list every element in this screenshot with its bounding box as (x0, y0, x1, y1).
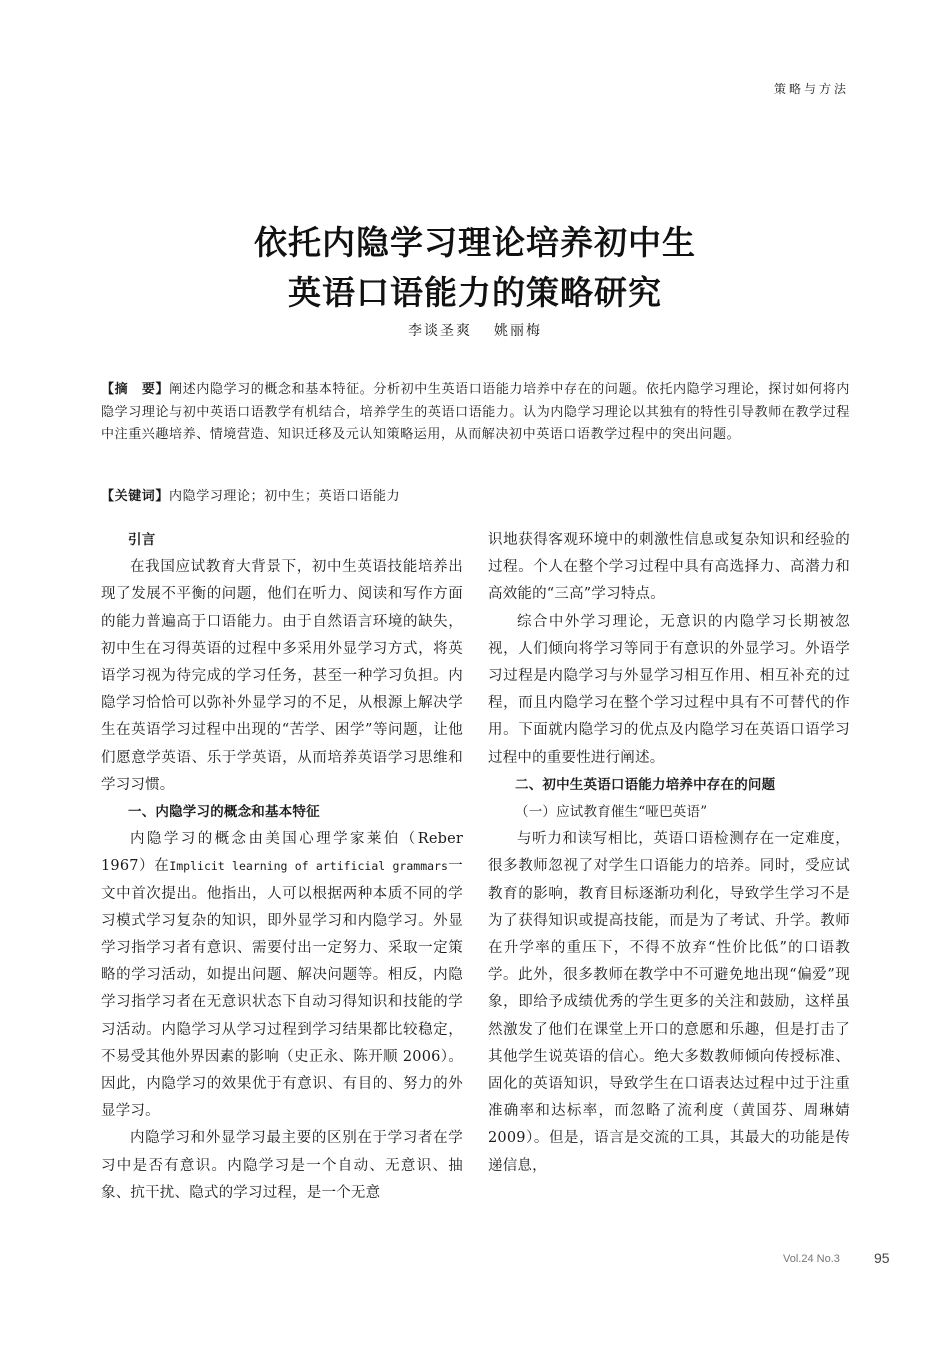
left-column (101, 527, 463, 1207)
abstract (101, 379, 850, 447)
keywords-label: 【关键词】 (101, 489, 170, 504)
section-2-heading: 二、初中生英语口语能力培养中存在的问题 (515, 776, 776, 793)
cited-work-title: Implicit learning of artificial grammars (169, 859, 448, 874)
intro-heading: 引言 (128, 532, 156, 548)
theory-paragraph: 综合中外学习理论，无意识的内隐学习长期被忽视，人们倾向将学习等同于有意识的外显学习。外语学习过程是内隐学习与外显学习相互作用、相互补充的过程，而且内隐学习在整个学习过程中具有不可替代的作用。下面就内隐学习的优点及内隐学习在英语口语学习过程中的重要性进行阐述。 (488, 613, 850, 766)
section-1-heading: 一、内隐学习的概念和基本特征 (128, 804, 320, 821)
section-1-paragraph-1 (101, 826, 463, 1125)
author-list (0, 320, 950, 340)
author-1: 李谈圣爽 (408, 323, 472, 339)
article-title (0, 218, 950, 318)
page-number: 95 (874, 1250, 890, 1266)
keywords (101, 486, 850, 508)
author-2: 姚丽梅 (494, 323, 542, 339)
intro-paragraph: 在我国应试教育大背景下，初中生英语技能培养出现了发展不平衡的问题，他们在听力、阅读和写作方面的能力普遍高于口语能力。由于自然语言环境的缺失，初中生在习得英语的过程中多采用外显学习方式，将英语学习视为待完成的学习任务，甚至一种学习负担。内隐学习恰恰可以弥补外显学习的不足，从根源上解决学生在英语学习过程中出现的“苦学、困学”等问题，让他们愿意学英语、乐于学英语，从而培养英语学习思维和学习习惯。 (101, 559, 463, 793)
subsection-1-paragraph: 与听力和读写相比，英语口语检测存在一定难度，很多教师忽视了对学生口语能力的培养。同时，受应试教育的影响，教育目标逐渐功利化，导致学生学习不是为了获得知识或提高技能，而是为了考试、升学。教师在升学率的重压下，不得不放弃“性价比低”的口语教学。此外，很多教师在教学中不可避免地出现“偏爱”现象，即给予成绩优秀的学生更多的关注和鼓励，这样虽然激发了他们在课堂上开口的意愿和乐趣，但是打击了其他学生说英语的信心。绝大多数教师倾向传授标准、固化的英语知识，导致学生在口语表达过程中过于注重准确率和达标率，而忽略了流利度（黄国芬、周琳婧 2009）。但是，语言是交流的工具，其最大的功能是传递信息， (488, 831, 850, 1174)
section-label: 策略与方法 (773, 82, 849, 96)
section-1-paragraph-2: 内隐学习和外显学习最主要的区别在于学习者在学习中是否有意识。内隐学习是一个自动、无意识、抽象、抗干扰、隐式的学习过程，是一个无意 (101, 1130, 463, 1201)
continued-paragraph: 识地获得客观环境中的刺激性信息或复杂知识和经验的过程。个人在整个学习过程中具有高选择力、高潜力和高效能的“三高”学习特点。 (488, 532, 850, 603)
title-line-1: 依托内隐学习理论培养初中生 (254, 223, 696, 262)
keywords-text: 内隐学习理论；初中生；英语口语能力 (169, 489, 401, 504)
right-column (488, 527, 850, 1180)
subsection-1-heading: （一）应试教育催生“哑巴英语” (515, 804, 708, 821)
abstract-text: 阐述内隐学习的概念和基本特征。分析初中生英语口语能力培养中存在的问题。依托内隐学习理论，探讨如何将内隐学习理论与初中英语口语教学有机结合，培养学生的英语口语能力。认为内隐学习理论以其独有的特性引导教师在教学过程中注重兴趣培养、情境营造、知识迁移及元认知策略运用，从而解决初中英语口语教学过程中的突出问题。 (101, 382, 850, 442)
title-line-2: 英语口语能力的策略研究 (288, 273, 662, 312)
issue-info: Vol.24 No.3 (783, 1253, 840, 1265)
s1-p1-end: 一文中首次提出。他指出，人可以根据两种本质不同的学习模式学习复杂的知识，即外显学习和内隐学习。外显学习指学习者有意识、需要付出一定努力、采取一定策略的学习活动，如提出问题、解决问题等。相反，内隐学习指学习者在无意识状态下自动习得知识和技能的学习活动。内隐学习从学习过程到学习结果都比较稳定，不易受其他外界因素的影响（史正永、陈开顺 2006）。因此，内隐学习的效果优于有意识、有目的、努力的外显学习。 (101, 858, 463, 1120)
s1-p1-start: 内隐学习的概念由美国心理学家莱伯（Reber 1967）在 (101, 831, 463, 875)
abstract-label: 【摘 要】 (101, 382, 170, 397)
